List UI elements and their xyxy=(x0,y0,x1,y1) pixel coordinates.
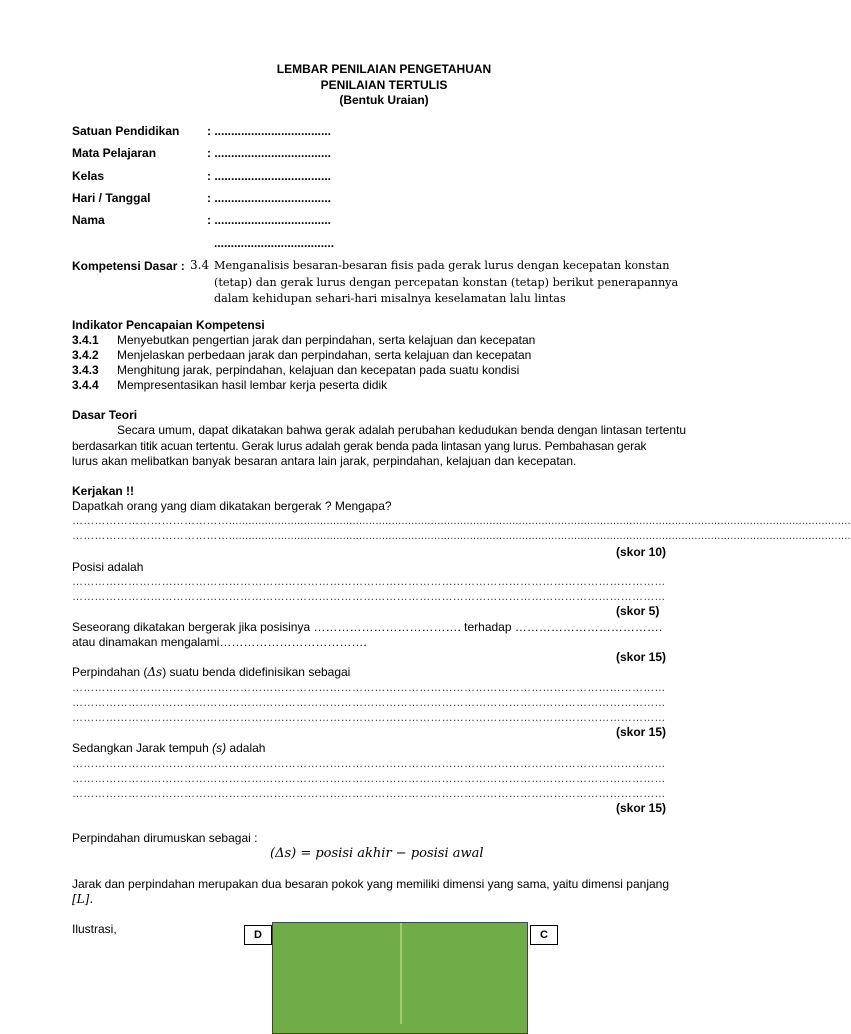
field-center-line xyxy=(400,923,402,1024)
indikator-code: 3.4.4 xyxy=(72,378,99,392)
question-5 xyxy=(72,741,265,755)
doc-title: LEMBAR PENILAIAN PENGETAHUAN xyxy=(276,62,492,76)
answer-line[interactable]: …………………………………………………………………………………………………………………………………………… xyxy=(72,576,666,588)
indikator-text: Menyebutkan pengertian jarak dan perpindahan, serta kelajuan dan kecepatan xyxy=(117,333,536,347)
identity-field-extra[interactable]: .................................... xyxy=(214,236,335,250)
indikator-code: 3.4.2 xyxy=(72,348,99,362)
question-3-cont: atau dinamakan mengalami………………………………. xyxy=(72,635,367,649)
question-5-text: adalah xyxy=(226,741,266,755)
indikator-heading: Indikator Pencapaian Kompetensi xyxy=(72,318,265,332)
score-label: (skor 15) xyxy=(616,650,667,664)
answer-line[interactable]: ……………………………………............................................................................................................................................................................................... xyxy=(72,530,851,542)
teori-paragraph-line: lurus akan melibatkan banyak besaran antara lain jarak, perpindahan, kelajuan dan kecepatan. xyxy=(72,454,577,468)
illustration-label: Ilustrasi, xyxy=(72,922,117,936)
indikator-code: 3.4.3 xyxy=(72,363,99,377)
answer-line[interactable]: …………………………………………………………………………………………………………………………………………… xyxy=(72,697,666,709)
indikator-text: Menjelaskan perbedaan jarak dan perpindahan, serta kelajuan dan kecepatan xyxy=(117,348,532,362)
question-4-text: Perpindahan ( xyxy=(72,665,148,679)
s-symbol: (s) xyxy=(212,741,227,755)
identity-label: Hari / Tanggal xyxy=(72,191,151,205)
answer-line[interactable]: …………………………………………………………………………………………………………………………………………… xyxy=(72,682,666,694)
indikator-text: Menghitung jarak, perpindahan, kelajuan dan kecepatan pada suatu kondisi xyxy=(117,363,520,377)
doc-form-type: (Bentuk Uraian) xyxy=(339,93,429,107)
score-label: (skor 15) xyxy=(616,725,667,739)
score-label: (skor 10) xyxy=(616,545,667,559)
question-4 xyxy=(72,665,350,679)
kd-text-line: dalam kehidupan sehari-hari misalnya keselamatan lalu lintas xyxy=(214,292,566,305)
score-label: (skor 15) xyxy=(616,801,667,815)
kd-text-line: (tetap) dan gerak lurus dengan percepatan konstan (tetap) berikut penerapannya xyxy=(214,276,679,289)
delta-s-symbol: Δs xyxy=(147,665,163,679)
answer-line[interactable]: …………………………………………………………………………………………………………………………………………… xyxy=(72,758,666,770)
answer-line[interactable]: …………………………………………………………………………………………………………………………………………… xyxy=(72,788,666,800)
formula-intro: Perpindahan dirumuskan sebagai : xyxy=(72,831,258,845)
teori-paragraph-line: Secara umum, dapat dikatakan bahwa gerak adalah perubahan kedudukan benda dengan lintasan tertentu xyxy=(117,423,687,437)
identity-field[interactable]: : ................................... xyxy=(207,124,332,138)
teori-paragraph-line: berdasarkan titik acuan tertentu. Gerak lurus adalah gerak benda pada lintasan yang lurus. Pembahasan gerak xyxy=(72,439,647,453)
kd-text-line: Menganalisis besaran-besaran fisis pada gerak lurus dengan kecepatan konstan xyxy=(214,259,670,272)
identity-label: Satuan Pendidikan xyxy=(72,124,180,138)
score-label: (skor 5) xyxy=(616,604,660,618)
indikator-text: Mempresentasikan hasil lembar kerja peserta didik xyxy=(117,378,388,392)
kd-label: Kompetensi Dasar : xyxy=(72,259,185,273)
question-4-text: ) suatu benda didefinisikan sebagai xyxy=(162,665,351,679)
kerjakan-heading: Kerjakan !! xyxy=(72,484,135,498)
teori-heading: Dasar Teori xyxy=(72,408,138,422)
closing-paragraph-line: [L]. xyxy=(72,892,94,906)
kd-number: 3.4 xyxy=(190,258,210,272)
question-5-text: Sedangkan Jarak tempuh xyxy=(72,741,213,755)
formula: (Δs) = posisi akhir − posisi awal xyxy=(270,846,484,861)
question-2: Posisi adalah xyxy=(72,560,144,574)
question-1: Dapatkah orang yang diam dikatakan bergerak ? Mengapa? xyxy=(72,499,392,513)
answer-line[interactable]: ……………………………………............................................................................................................................................................................................... xyxy=(72,515,851,527)
identity-label: Mata Pelajaran xyxy=(72,146,157,160)
identity-field[interactable]: : ................................... xyxy=(207,169,332,183)
identity-label: Nama xyxy=(72,213,105,227)
closing-paragraph-line: Jarak dan perpindahan merupakan dua besaran pokok yang memiliki dimensi yang sama, yaitu dimensi panjang xyxy=(72,877,670,891)
doc-subtitle: PENILAIAN TERTULIS xyxy=(320,78,448,92)
corner-label-d: D xyxy=(244,925,272,945)
answer-line[interactable]: …………………………………………………………………………………………………………………………………………… xyxy=(72,773,666,785)
identity-field[interactable]: : ................................... xyxy=(207,191,332,205)
answer-line[interactable]: …………………………………………………………………………………………………………………………………………… xyxy=(72,712,666,724)
question-3: Seseorang dikatakan bergerak jika posisinya ………………………………. terhadap ………………………………. xyxy=(72,620,663,634)
indikator-code: 3.4.1 xyxy=(72,333,99,347)
corner-label-c: C xyxy=(530,925,558,945)
identity-field[interactable]: : ................................... xyxy=(207,213,332,227)
answer-line[interactable]: …………………………………………………………………………………………………………………………………………… xyxy=(72,591,666,603)
identity-field[interactable]: : ................................... xyxy=(207,146,332,160)
identity-label: Kelas xyxy=(72,169,105,183)
